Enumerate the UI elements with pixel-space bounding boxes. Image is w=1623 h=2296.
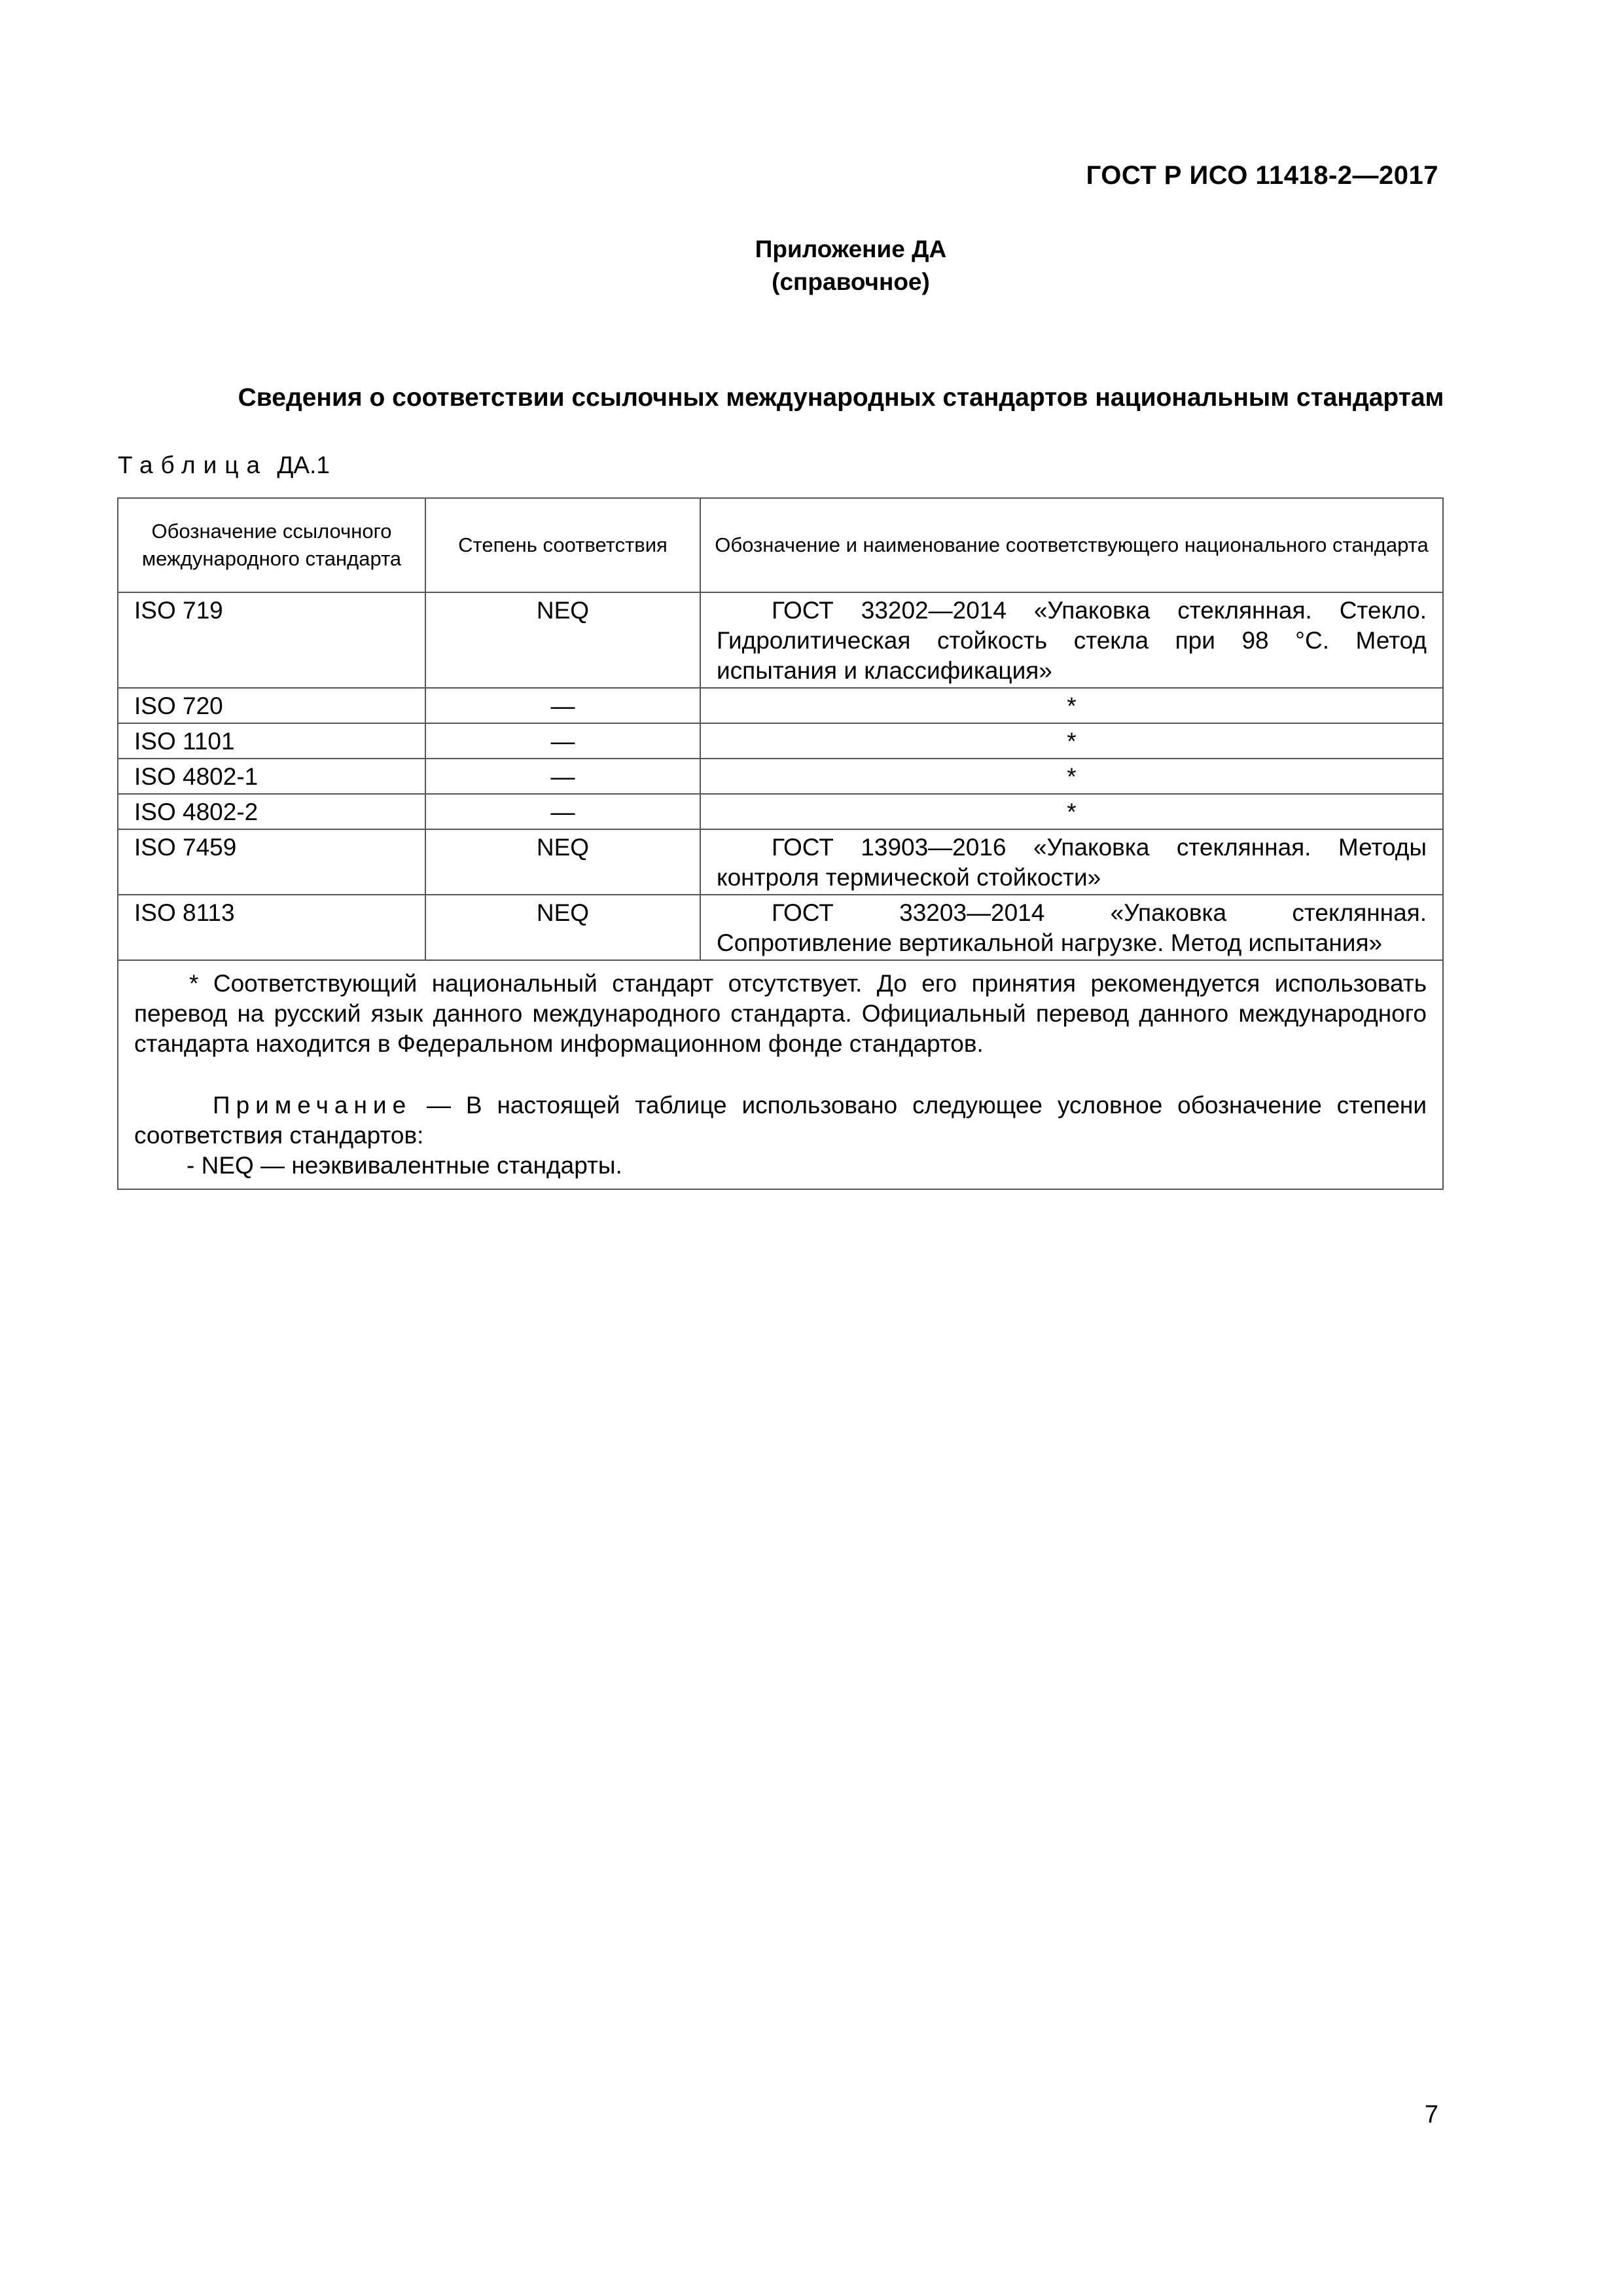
table-caption [118,452,330,479]
cell-national: * [700,688,1443,723]
table-row [118,759,1443,794]
cell-national: ГОСТ 13903—2016 «Упаковка стеклянная. Методы контроля термической стойкости» [700,829,1443,895]
table-row [118,895,1443,960]
note-text: — В настоящей таблице использовано следующее условное обозначение степени соответствия стандартов: [134,1092,1427,1149]
cell-degree: NEQ [425,592,700,688]
cell-standard: ISO 1101 [118,723,425,759]
note-item: - NEQ — неэквивалентные стандарты. [187,1152,622,1179]
page-number: 7 [1424,2101,1438,2128]
section-title [0,384,1623,412]
cell-national: * [700,794,1443,829]
cell-national: * [700,759,1443,794]
note-word: Примечание [213,1092,412,1119]
table-header-row [118,498,1443,592]
table-row [118,829,1443,895]
appendix-title: Приложение ДА [755,236,947,262]
table-row [118,723,1443,759]
footnote-text: * Соответствующий национальный стандарт отсутствует. До его принятия рекомендуется использовать перевод на русский язык данного международного стандарта. Официальный перевод данного международного стандарта находится в Федеральном информационном фонде стандартов. [134,970,1427,1057]
table-caption-id: ДА.1 [277,452,330,478]
cell-standard: ISO 720 [118,688,425,723]
table-footnote-row [118,960,1443,1189]
cell-degree: NEQ [425,829,700,895]
cell-standard: ISO 719 [118,592,425,688]
cell-national: ГОСТ 33203—2014 «Упаковка стеклянная. Сопротивление вертикальной нагрузке. Метод испытания» [700,895,1443,960]
cell-national: * [700,723,1443,759]
cell-standard: ISO 7459 [118,829,425,895]
table-row [118,688,1443,723]
table-footnote [118,960,1443,1189]
cell-standard: ISO 4802-1 [118,759,425,794]
table-row [118,592,1443,688]
appendix-subtitle: (справочное) [772,268,930,295]
cell-degree: — [425,688,700,723]
correspondence-table [117,497,1444,1190]
column-header-national-standard: Обозначение и наименование соответствующего национального стандарта [700,498,1443,592]
table-caption-word: Таблица [118,452,268,478]
cell-national: ГОСТ 33202—2014 «Упаковка стеклянная. Стекло. Гидролитическая стойкость стекла при 98 °С. Метод испытания и классификация» [700,592,1443,688]
section-title-text: Сведения о соответствии ссылочных международных стандартов национальным стандартам [238,384,1444,412]
cell-degree: — [425,759,700,794]
column-header-international-standard: Обозначение ссылочного международного стандарта [118,498,425,592]
cell-standard: ISO 8113 [118,895,425,960]
cell-degree: — [425,723,700,759]
cell-standard: ISO 4802-2 [118,794,425,829]
note-paragraph [134,1090,1427,1151]
document-code: ГОСТ Р ИСО 11418-2—2017 [1086,161,1438,190]
cell-degree: NEQ [425,895,700,960]
column-header-degree: Степень соответствия [425,498,700,592]
cell-degree: — [425,794,700,829]
appendix-heading [0,233,1623,298]
table-row [118,794,1443,829]
